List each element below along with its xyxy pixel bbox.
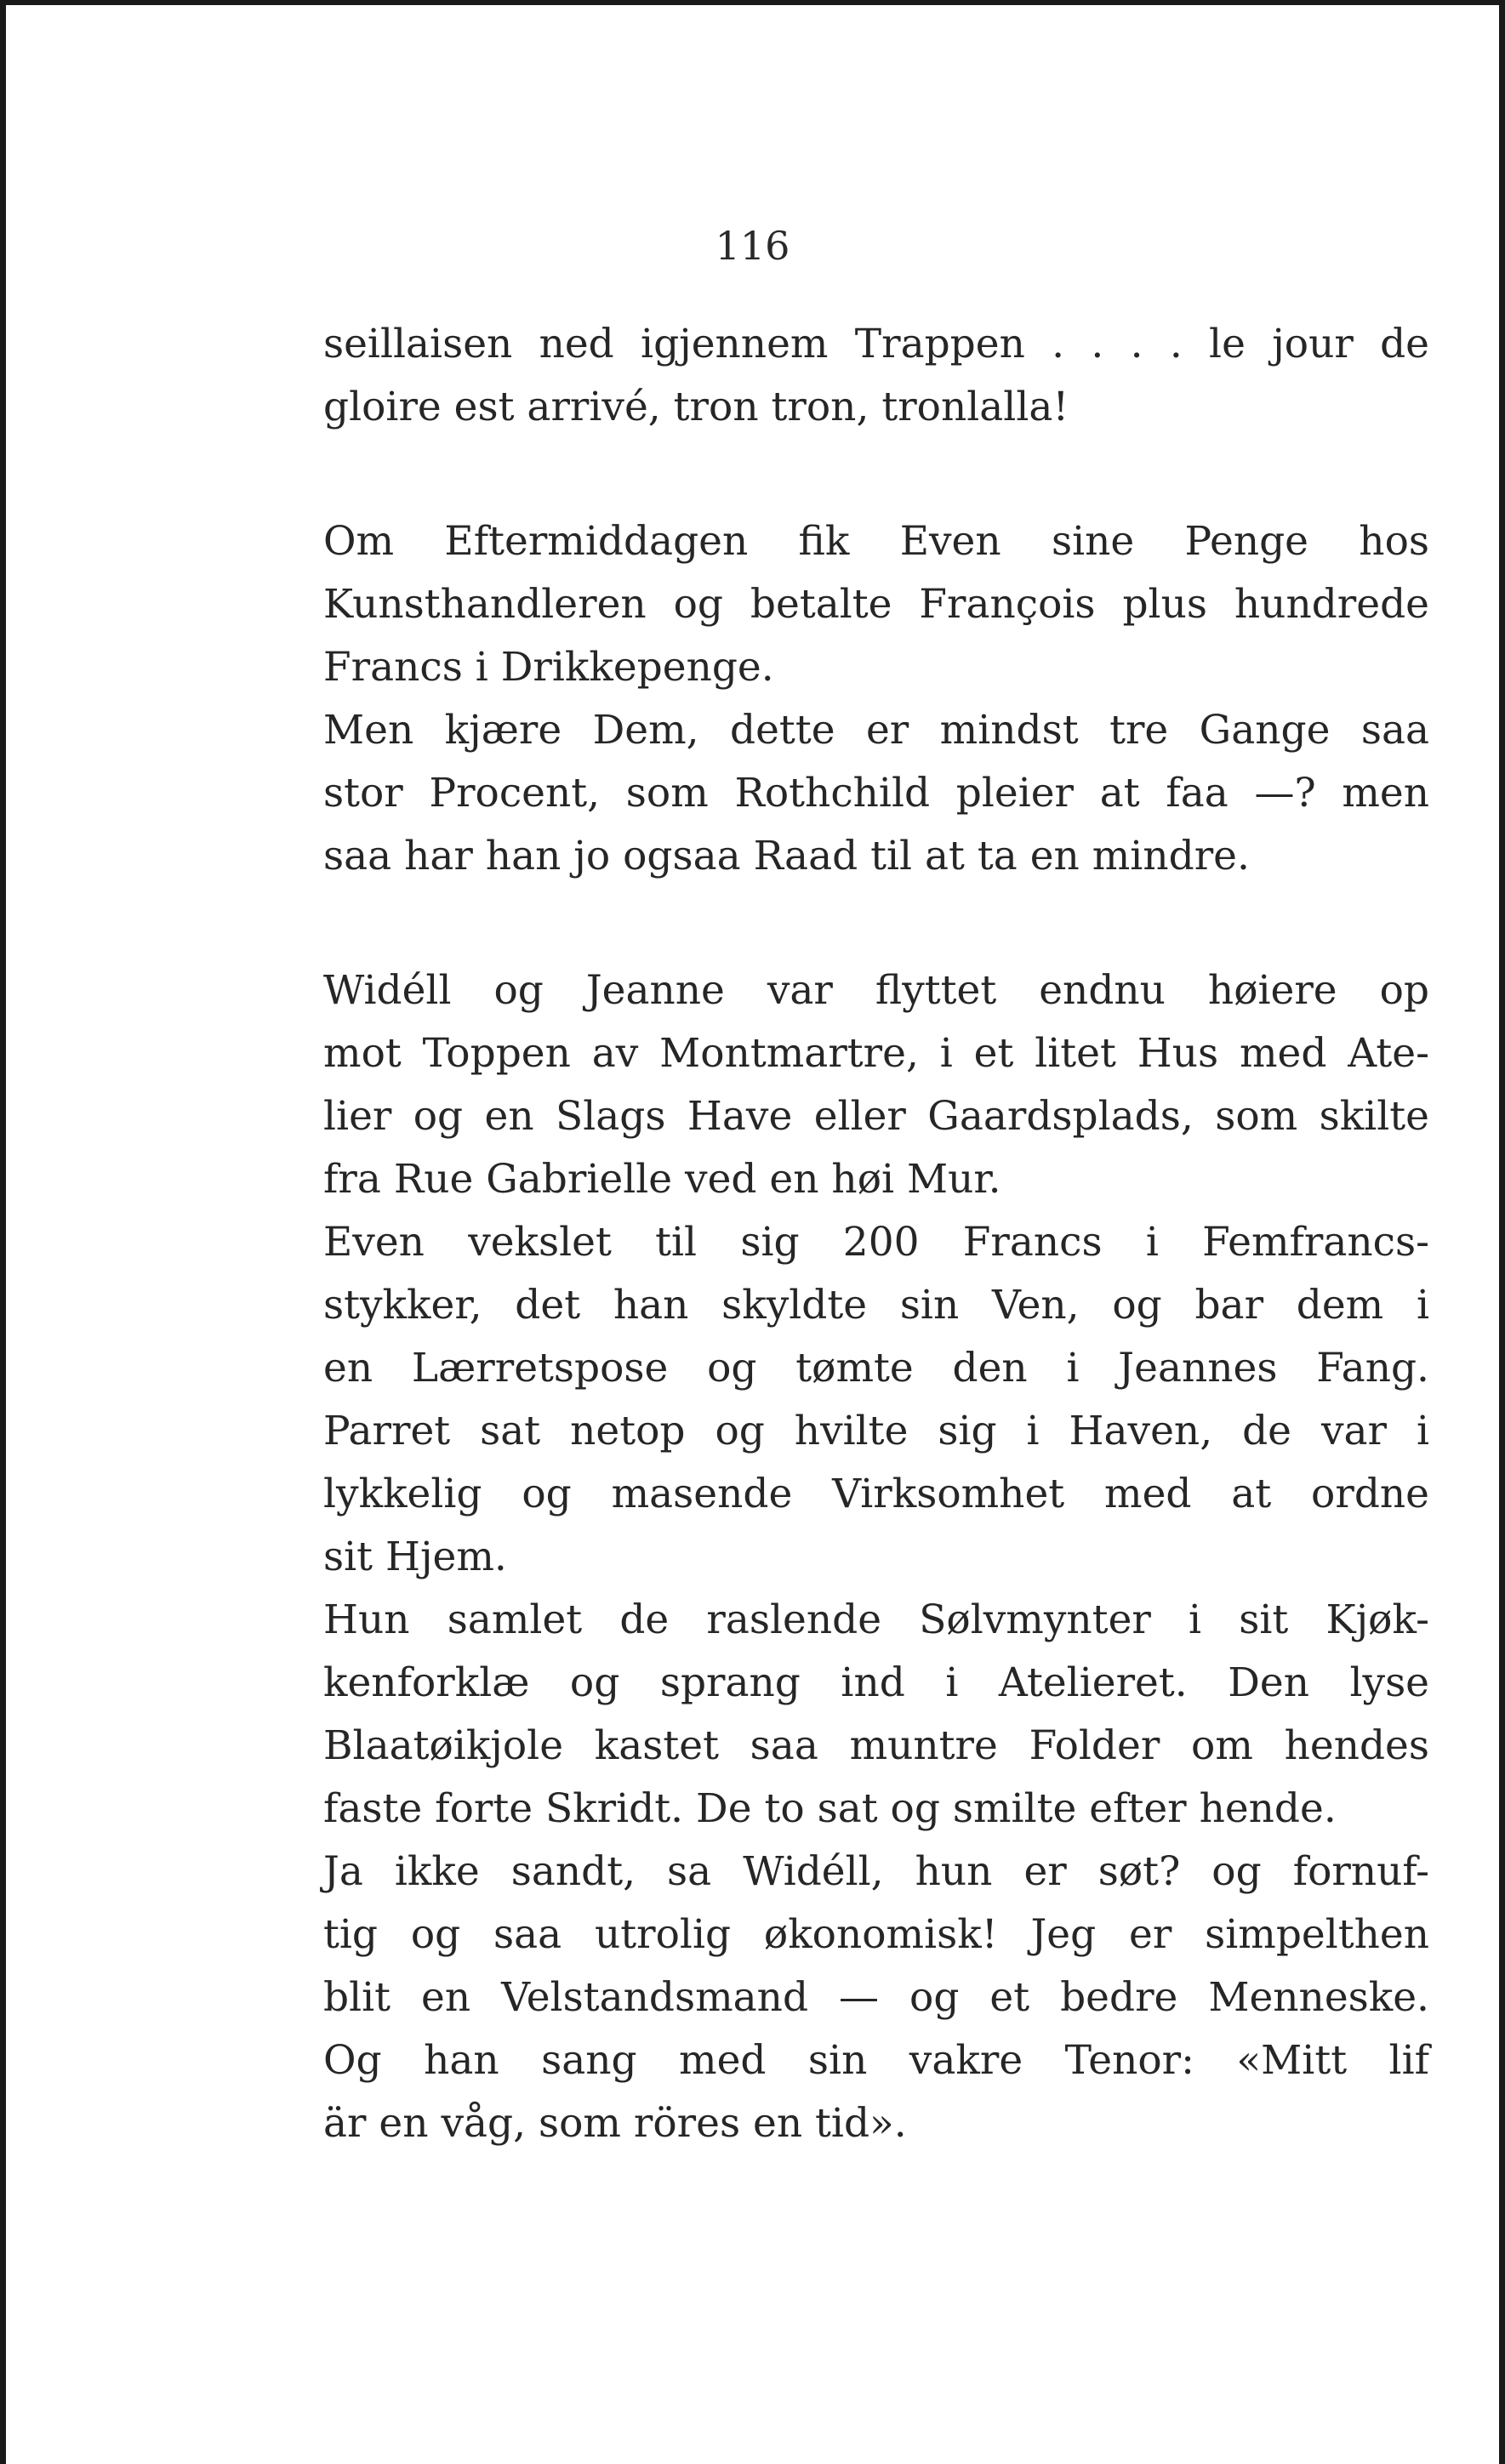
text-line: Ja ikke sandt, sa Widéll, hun er søt? og fornuf- — [323, 1848, 1429, 1895]
text-line: saa har han jo ogsaa Raad til at ta en mindre. — [323, 833, 1250, 879]
paragraph — [323, 510, 1429, 699]
paragraph — [323, 1589, 1429, 1841]
text-line: faste forte Skridt. De to sat og smilte efter hende. — [323, 1785, 1337, 1832]
text-line: Hun samlet de raslende Sølvmynter i sit Kjøk- — [323, 1596, 1429, 1643]
paragraph — [323, 1841, 1429, 2155]
text-line: Even vekslet til sig 200 Francs i Femfrancs- — [323, 1219, 1429, 1266]
text-line: sit Hjem. — [323, 1534, 507, 1580]
text-line: lykkelig og masende Virksomhet med at ordne — [323, 1471, 1429, 1517]
text-line: blit en Velstandsmand — og et bedre Menneske. — [323, 1974, 1429, 2021]
text-line: Kunsthandleren og betalte François plus hundrede — [323, 581, 1429, 628]
paragraph — [323, 313, 1429, 439]
text-line: en Lærretspose og tømte den i Jeannes Fang. — [323, 1345, 1429, 1391]
text-line: gloire est arrivé, tron tron, tronlalla! — [323, 384, 1069, 430]
scan-edge-top — [0, 0, 1505, 5]
scan-edge-right — [1499, 0, 1505, 2464]
paragraph — [323, 699, 1429, 888]
text-line: Widéll og Jeanne var flyttet endnu høiere op — [323, 967, 1429, 1014]
text-line: Parret sat netop og hvilte sig i Haven, de var i — [323, 1408, 1429, 1454]
text-line: stor Procent, som Rothchild pleier at faa —? men — [323, 770, 1429, 817]
text-line: stykker, det han skyldte sin Ven, og bar dem i — [323, 1282, 1429, 1329]
body-text — [323, 313, 1429, 2155]
text-line: är en våg, som röres en tid». — [323, 2100, 907, 2147]
paragraph — [323, 1211, 1429, 1589]
text-line: Blaatøikjole kastet saa muntre Folder om hendes — [323, 1722, 1429, 1769]
text-line: lier og en Slags Have eller Gaardsplads, som skilte — [323, 1093, 1429, 1140]
text-line: Men kjære Dem, dette er mindst tre Gange saa — [323, 707, 1429, 754]
text-line: Om Eftermiddagen fik Even sine Penge hos — [323, 518, 1429, 565]
text-line: Francs i Drikkepenge. — [323, 644, 774, 691]
text-line: seillaisen ned igjennem Trappen . . . . le jour de — [323, 321, 1429, 367]
text-line: tig og saa utrolig økonomisk! Jeg er simpelthen — [323, 1911, 1429, 1958]
text-line: kenforklæ og sprang ind i Atelieret. Den lyse — [323, 1659, 1429, 1706]
text-line: Og han sang med sin vakre Tenor: «Mitt lif — [323, 2037, 1429, 2084]
page-number: 116 — [715, 223, 790, 269]
paragraph — [323, 959, 1429, 1211]
scan-edge-left — [0, 0, 6, 2464]
text-line: mot Toppen av Montmartre, i et litet Hus med Ate- — [323, 1030, 1429, 1077]
text-line: fra Rue Gabrielle ved en høi Mur. — [323, 1156, 1001, 1203]
